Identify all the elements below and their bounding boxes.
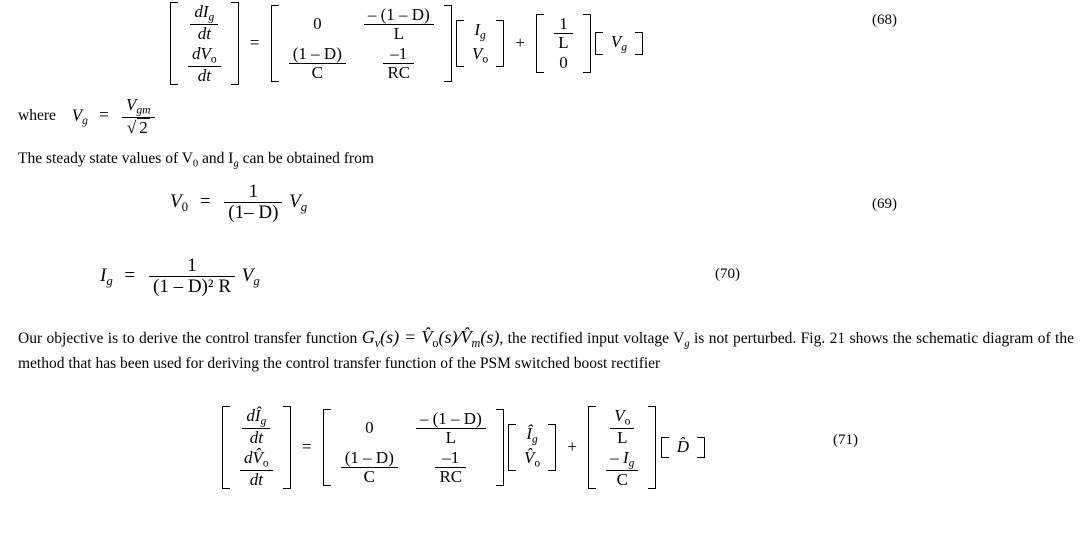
equation-71 — [222, 406, 705, 489]
eq70-lhs-sub: g — [106, 272, 113, 288]
steady-state-text-2: and I — [198, 150, 234, 167]
where-line — [18, 96, 157, 137]
sqrt-symbol: √ — [126, 117, 137, 137]
eq69-fraction: $\frac{1}{(1- D)}$ — [224, 182, 282, 223]
objective-sub-g: g — [684, 338, 690, 350]
steady-state-text-1: The steady state values of V — [18, 150, 193, 167]
vg-definition: $V_g$ = $\frac{V_{gm}}{√ 2}$ — [72, 96, 157, 137]
equation-68 — [170, 2, 643, 85]
eq68-a22: $\frac{-1}{RC}$ — [383, 45, 414, 82]
eq70-equals: = — [124, 264, 136, 286]
eq68-input-matrix — [536, 14, 590, 73]
eq69-rhs-sub: g — [300, 198, 308, 214]
eq68-equals: = — [249, 32, 260, 52]
eq68-a12: $\frac{- (1 - D)}{L}$ — [364, 6, 434, 43]
objective-text-1: Our objective is to derive the control transfer function — [18, 330, 362, 347]
equation-70-number: (70) — [715, 266, 740, 282]
steady-state-text-3: can be obtained from — [238, 150, 374, 167]
equation-71-number: (71) — [833, 432, 858, 448]
eq68-b2: 0 — [559, 52, 568, 72]
eq68-system-matrix — [271, 5, 452, 82]
eq71-state-vector: $Î_g$ $V̂_o$ — [508, 424, 556, 471]
eq71-dIg-hat-dt: $\frac{dÎ_g}{dt}$ — [242, 407, 270, 447]
eq71-a22: $\frac{-1}{RC}$ — [435, 449, 466, 486]
eq70-lhs: I — [100, 264, 107, 286]
eq68-b1: $\frac{1}{L}$ — [554, 15, 572, 52]
eq71-b2: $\frac{- I_g}{C}$ — [606, 449, 638, 489]
eq71-derivative-vector — [222, 406, 291, 489]
eq71-dVo-hat-dt: $\frac{dV̂_o}{dt}$ — [240, 449, 273, 489]
objective-paragraph — [18, 324, 1074, 375]
steady-state-sub-2: g — [233, 158, 239, 170]
sqrt-radicand: 2 — [139, 117, 148, 137]
vg-fraction: $\frac{V_{gm}}{√ 2}$ — [122, 96, 155, 137]
eq69-lhs-sub: 0 — [181, 198, 189, 214]
objective-text-2: , the rectified input voltage V — [499, 330, 685, 347]
eq69-rhs: V — [289, 190, 301, 212]
eq68-a21: $\frac{(1 - D)}{C}$ — [289, 45, 346, 82]
eq71-plus: + — [567, 436, 577, 456]
eq69-lhs: V — [170, 190, 182, 212]
eq68-input-vector: $V_g$ — [595, 32, 643, 55]
control-transfer-function-formula: $G_v(s)$ = $V̂_o(s)⁄V̂_m(s)$ — [361, 327, 500, 350]
eq71-system-matrix — [323, 409, 504, 486]
eq71-a12: $\frac{- (1 - D)}{L}$ — [416, 410, 486, 447]
eq71-equals: = — [301, 436, 312, 456]
eq71-b1: $\frac{V_o}{L}$ — [610, 407, 634, 447]
eq71-a11: 0 — [365, 417, 374, 437]
equation-69 — [170, 182, 307, 223]
eq68-a11: 0 — [313, 13, 322, 33]
vg-equals: = — [99, 105, 109, 125]
steady-state-sub-1: 0 — [192, 158, 199, 170]
eq71-input-matrix — [588, 406, 656, 489]
eq71-a21: $\frac{(1 - D)}{C}$ — [341, 449, 398, 486]
eq70-fraction: $\frac{1}{\text{(1 – D)² R}}$ — [149, 256, 235, 297]
eq68-dIg-dt: $\frac{dI_g}{dt}$ — [190, 3, 218, 43]
eq68-plus: + — [515, 32, 525, 52]
where-label: where — [18, 106, 56, 124]
eq70-rhs: V — [241, 264, 254, 286]
eq69-equals: = — [199, 190, 211, 212]
eq70-rhs-sub: g — [253, 272, 260, 288]
equation-70 — [100, 256, 260, 297]
equation-69-number: (69) — [872, 196, 897, 212]
steady-state-sentence — [18, 148, 374, 172]
eq68-state-vector: $I_g$ $V_o$ — [456, 20, 504, 67]
eq71-input-vector: D̂ — [661, 437, 705, 458]
eq68-derivative-vector — [170, 2, 239, 85]
objective-text-3: is not perturbed. Fig. 21 shows the schematic diagram of the method that has been used for deriving the control transfer function of the PSM switched boost rectifier — [18, 330, 1074, 372]
equation-68-number: (68) — [872, 12, 897, 28]
eq68-dVo-dt: $\frac{dV_o}{dt}$ — [188, 45, 221, 85]
